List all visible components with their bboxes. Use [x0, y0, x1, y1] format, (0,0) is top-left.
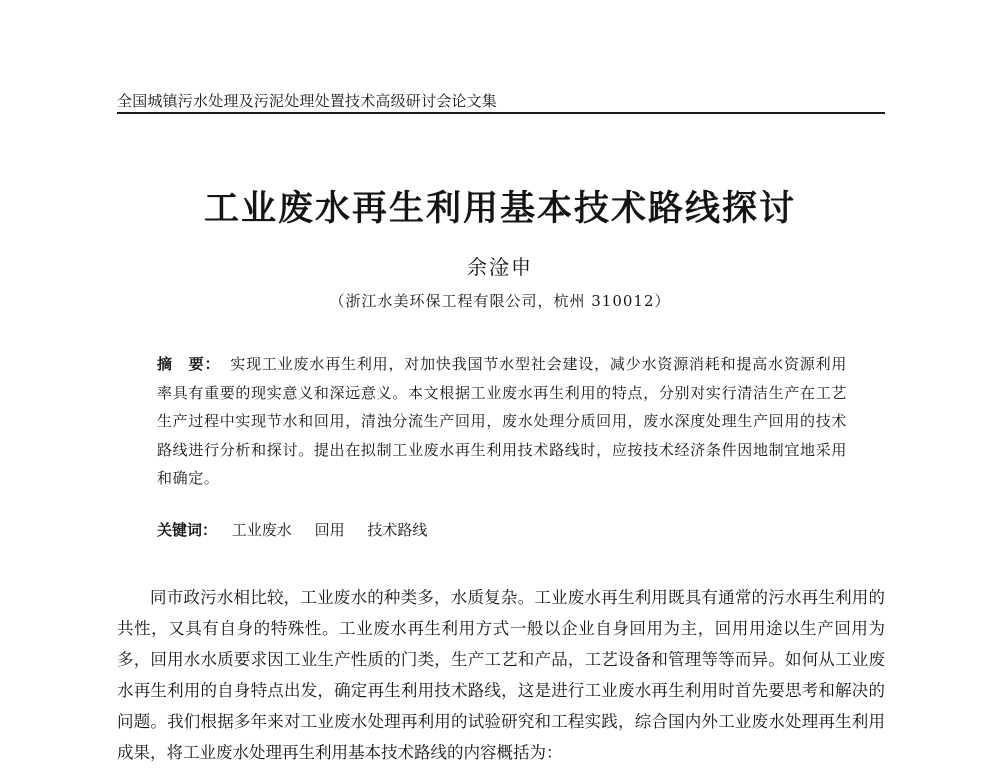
- keyword-item: 回用: [314, 521, 345, 539]
- author-name: 余淦申: [467, 255, 533, 279]
- running-header: 全国城镇污水处理及污泥处理处置技术高级研讨会论文集: [117, 92, 498, 110]
- abstract-label: 摘 要：: [157, 355, 221, 373]
- paper-title: 工业废水再生利用基本技术路线探讨: [203, 189, 796, 229]
- keyword-item: 技术路线: [367, 521, 428, 539]
- abstract-text: 实现工业废水再生利用，对加快我国节水型社会建设，减少水资源消耗和提高水资源利用率具有重要的现实意义和深远意义。本文根据工业废水再生利用的特点，分别对实行清洁生产在工艺生产过程中实现节水和回用，清浊分流生产回用，废水处理分质回用，废水深度处理生产回用的技术路线进行分析和探讨。提出在拟制工业废水再生利用技术路线时，应按技术经济条件因地制宜地采用和确定。: [157, 355, 847, 487]
- keywords-label: 关键词：: [157, 521, 218, 539]
- keywords: [157, 519, 847, 540]
- author-affiliation: （浙江水美环保工程有限公司，杭州 310012）: [329, 292, 671, 310]
- header-rule: [117, 112, 885, 114]
- body-paragraph: 同市政污水相比较，工业废水的种类多，水质复杂。工业废水再生利用既具有通常的污水再生利用的共性，又具有自身的特殊性。工业废水再生利用方式一般以企业自身回用为主，回用用途以生产回用为多，回用水水质要求因工业生产性质的门类，生产工艺和产品，工艺设备和管理等等而异。如何从工业废水再生利用的自身特点出发，确定再生利用技术路线，这是进行工业废水再生利用时首先要思考和解决的问题。我们根据多年来对工业废水处理再利用的试验研究和工程实践，综合国内外工业废水处理再生利用成果，将工业废水处理再生利用基本技术路线的内容概括为：: [117, 588, 885, 762]
- keyword-item: 工业废水: [231, 521, 292, 539]
- abstract: [157, 350, 847, 493]
